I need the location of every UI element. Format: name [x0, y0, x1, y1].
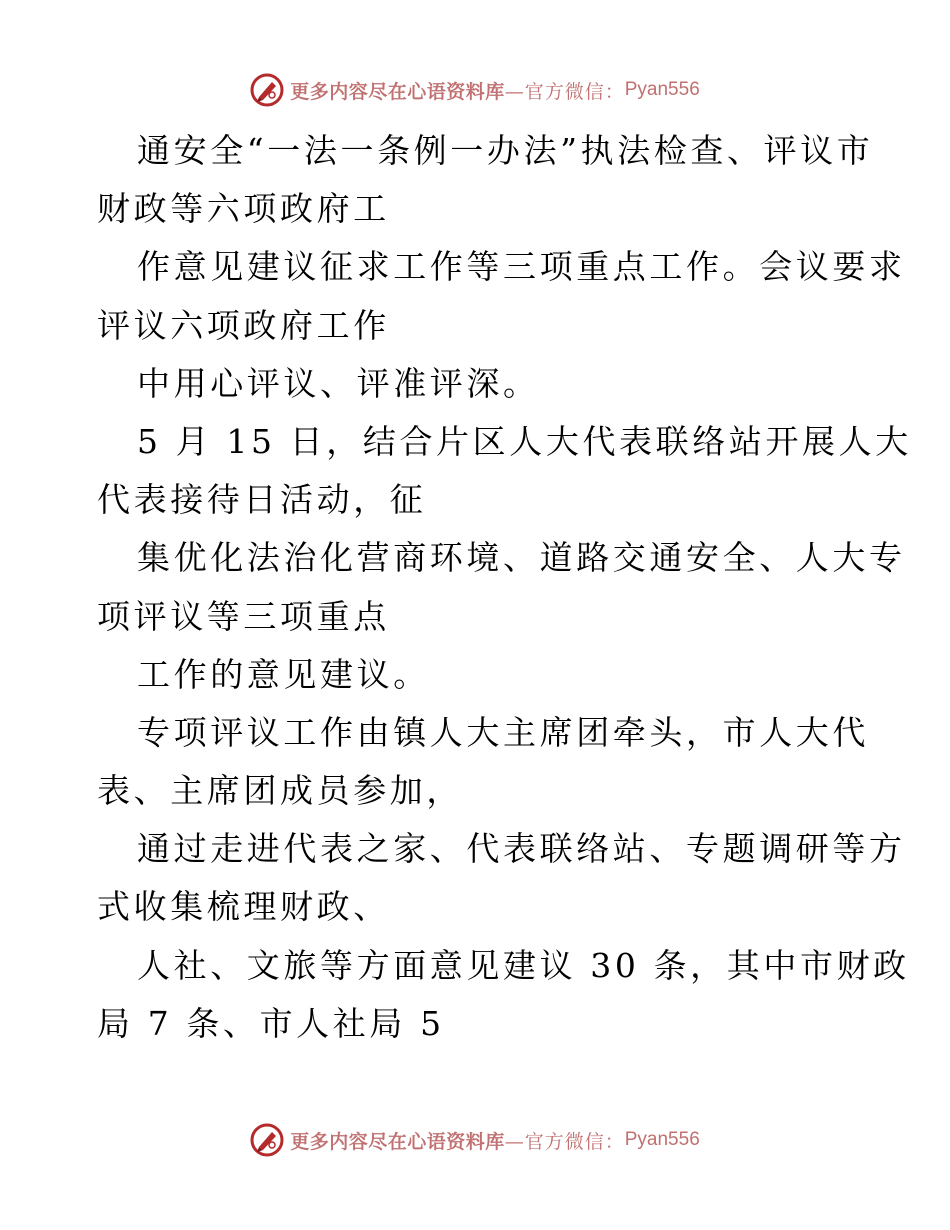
body-line: 集优化法治化营商环境、道路交通安全、人大专: [137, 538, 906, 578]
body-line: 局 7 条、市人社局 5: [97, 1003, 445, 1043]
body-line: 通过走进代表之家、代表联络站、专题调研等方: [137, 829, 906, 869]
body-line: 表、主席团成员参加，: [97, 771, 463, 811]
body-line: 项评议等三项重点: [97, 596, 390, 636]
footer-watermark: [0, 1120, 950, 1160]
body-line: 式收集梳理财政、: [97, 887, 390, 927]
body-line: 评议六项政府工作: [97, 305, 390, 345]
footer-watermark-id: Pyan556: [624, 1129, 700, 1150]
document-body: [97, 122, 912, 1053]
footer-watermark-title: 更多内容尽在心语资料库: [290, 1130, 505, 1153]
body-line: 通安全“一法一条例一办法”执法检查、评议市: [137, 131, 874, 170]
body-line: 5 月 15 日，结合片区人大代表联络站开展人大: [137, 421, 912, 461]
header-watermark-title: 更多内容尽在心语资料库: [290, 80, 505, 103]
header-watermark: [0, 70, 950, 110]
body-line: 工作的意见建议。: [137, 654, 430, 694]
logo-icon: [250, 73, 284, 107]
body-line: 财政等六项政府工: [97, 189, 390, 229]
body-line: 代表接待日活动，征: [97, 480, 427, 520]
body-line: 中用心评议、评准评深。: [137, 363, 540, 403]
footer-watermark-dash: —官方微信：: [504, 1130, 625, 1153]
body-line: 作意见建议征求工作等三项重点工作。会议要求: [137, 247, 906, 287]
header-watermark-id: Pyan556: [624, 79, 700, 100]
logo-icon: [250, 1123, 284, 1157]
header-watermark-dash: —官方微信：: [504, 80, 625, 103]
body-line: 专项评议工作由镇人大主席团牵头，市人大代: [137, 712, 869, 752]
body-line: 人社、文旅等方面意见建议 30 条，其中市财政: [137, 945, 910, 985]
